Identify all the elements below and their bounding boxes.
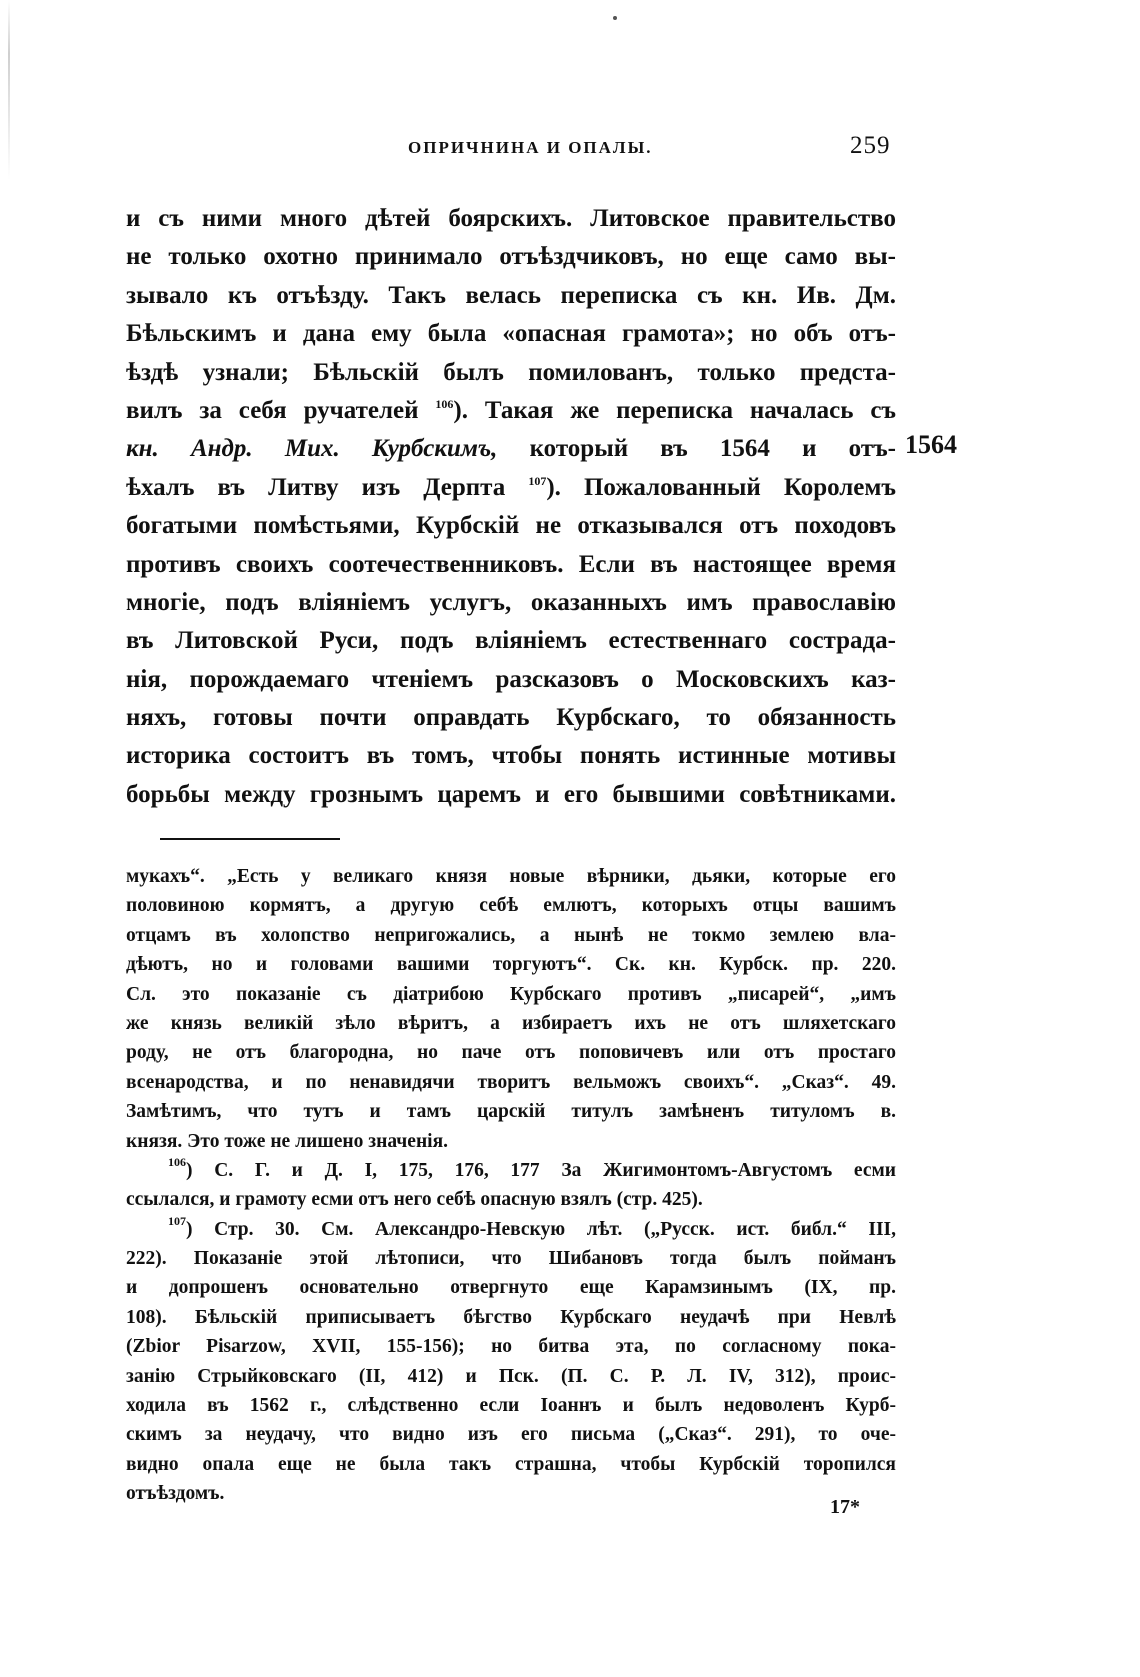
- footnote-line: ходила въ 1562 г., слѣдственно если Іоаннъ и былъ недоволенъ Курб-: [126, 1395, 896, 1417]
- main-line: няхъ, готовы почти оправдать Курбскаго, то обязанность: [126, 704, 896, 732]
- signature-mark: 17*: [830, 1496, 860, 1518]
- footnote-line: Замѣтимъ, что тутъ и тамъ царскій титулъ замѣненъ титуломъ в.: [126, 1101, 896, 1123]
- footnote-line: видно опала еще не была такъ страшна, чтобы Курбскій торопился: [126, 1453, 896, 1475]
- line-text: ). Такая же переписка началась съ: [453, 396, 896, 424]
- main-line: Бѣльскимъ и дана ему была «опасная грамота»; но объ отъ-: [126, 320, 896, 348]
- footnote-line: отцамъ въ холопство непригожались, а нынѣ не токмо землею вла-: [126, 924, 896, 946]
- footnote-line: 108). Бѣльскій приписываетъ бѣгство Курбскаго неудачѣ при Невлѣ: [126, 1306, 896, 1328]
- italic-name: кн. Андр. Мих. Курбскимъ,: [126, 435, 498, 463]
- footnote-line: занію Стрыйковскаго (II, 412) и Пск. (П. С. Р. Л. IV, 312), проис-: [126, 1365, 896, 1387]
- footnote-line: (Zbior Pisarzow, XVII, 155-156); но битва эта, по согласному пока-: [126, 1336, 896, 1358]
- main-line: [126, 469, 896, 507]
- footnote-text: ) С. Г. и Д. I, 175, 176, 177 За Жигимонтомъ-Августомъ есми: [186, 1159, 896, 1181]
- main-line: [126, 392, 896, 430]
- speck: [613, 16, 617, 20]
- main-line: не только охотно принимало отъѣздчиковъ, но еще само вы-: [126, 243, 896, 271]
- footnote-line: половиною кормятъ, а другую себѣ емлютъ, которыхъ отцы вашимъ: [126, 895, 896, 917]
- main-text: [126, 200, 896, 814]
- footnote-107: [126, 1215, 896, 1244]
- footnote-line: ссылался, и грамоту есми отъ него себѣ опасную взялъ (стр. 425).: [126, 1189, 703, 1211]
- main-line: зывало къ отъѣзду. Такъ велась переписка съ кн. Ив. Дм.: [126, 281, 896, 309]
- footnote-ref-107: 107: [528, 473, 547, 488]
- main-line: богатыми помѣстьями, Курбскій не отказывался отъ походовъ: [126, 512, 896, 540]
- main-line: историка состоитъ въ томъ, чтобы понять истинные мотивы: [126, 742, 896, 770]
- footnote-line: отъѣздомъ.: [126, 1483, 225, 1505]
- line-text: ). Пожалованный Королемъ: [546, 473, 896, 501]
- footnote-mark-106: 106: [168, 1154, 186, 1169]
- footnote-line: роду, не отъ благородна, но паче отъ поповичевъ или отъ простаго: [126, 1042, 896, 1064]
- page-number: 259: [850, 132, 891, 159]
- footnote-mark-107: 107: [168, 1213, 186, 1228]
- footnotes: [126, 862, 896, 1509]
- running-title: ОПРИЧНИНА И ОПАЛЫ.: [408, 138, 653, 157]
- margin-year: 1564: [905, 430, 957, 459]
- page-edge: [8, 0, 10, 180]
- footnote-line: дѣютъ, но и головами вашими торгуютъ“. Ск. кн. Курбск. пр. 220.: [126, 954, 896, 976]
- footnote-ref-106: 106: [435, 396, 454, 411]
- footnote-text: ) Стр. 30. См. Александро-Невскую лѣт. („Русск. ист. библ.“ III,: [186, 1218, 896, 1240]
- main-line: ѣздѣ узнали; Бѣльскій былъ помилованъ, только предста-: [126, 358, 896, 386]
- line-text: который въ 1564 и отъ-: [529, 435, 897, 463]
- main-line: въ Литовской Руси, подъ вліяніемъ естественнаго сострада-: [126, 627, 896, 655]
- main-line: многіе, подъ вліяніемъ услугъ, оказанныхъ имъ православію: [126, 588, 896, 616]
- main-line: борьбы между грознымъ царемъ и его бывшими совѣтниками.: [126, 780, 896, 808]
- footnote-line: Сл. это показаніе съ діатрибою Курбскаго противъ „писарей“, „имъ: [126, 983, 896, 1005]
- footnote-line: мукахъ“. „Есть у великаго князя новые вѣрники, дьяки, которые его: [126, 866, 896, 887]
- footnote-line: князя. Это тоже не лишено значенія.: [126, 1130, 449, 1152]
- footnote-106: [126, 1156, 896, 1185]
- line-text: вилъ за себя ручателей: [126, 396, 419, 424]
- footnote-line: и допрошенъ основательно отвергнуто еще Карамзинымъ (IX, пр.: [126, 1277, 896, 1299]
- main-line: [126, 430, 896, 468]
- footnote-line: всенародства, и по ненавидячи творитъ вельможъ своихъ“. „Сказ“. 49.: [126, 1071, 896, 1093]
- footnote-line: 222). Показаніе этой лѣтописи, что Шибановъ тогда былъ пойманъ: [126, 1248, 896, 1270]
- main-line: нія, порождаемаго чтеніемъ разсказовъ о Московскихъ каз-: [126, 665, 896, 693]
- footnote-line: же князь великій зѣло вѣритъ, а избираетъ ихъ не отъ шляхетскаго: [126, 1012, 896, 1034]
- line-text: ѣхалъ въ Литву изъ Дерпта: [126, 473, 506, 501]
- main-line: противъ своихъ соотечественниковъ. Если въ настоящее время: [126, 550, 896, 578]
- footnote-line: скимъ за неудачу, что видно изъ его письма („Сказ“. 291), то оче-: [126, 1424, 896, 1446]
- footnote-rule: [160, 838, 340, 840]
- main-line: и съ ними много дѣтей боярскихъ. Литовское правительство: [126, 205, 896, 232]
